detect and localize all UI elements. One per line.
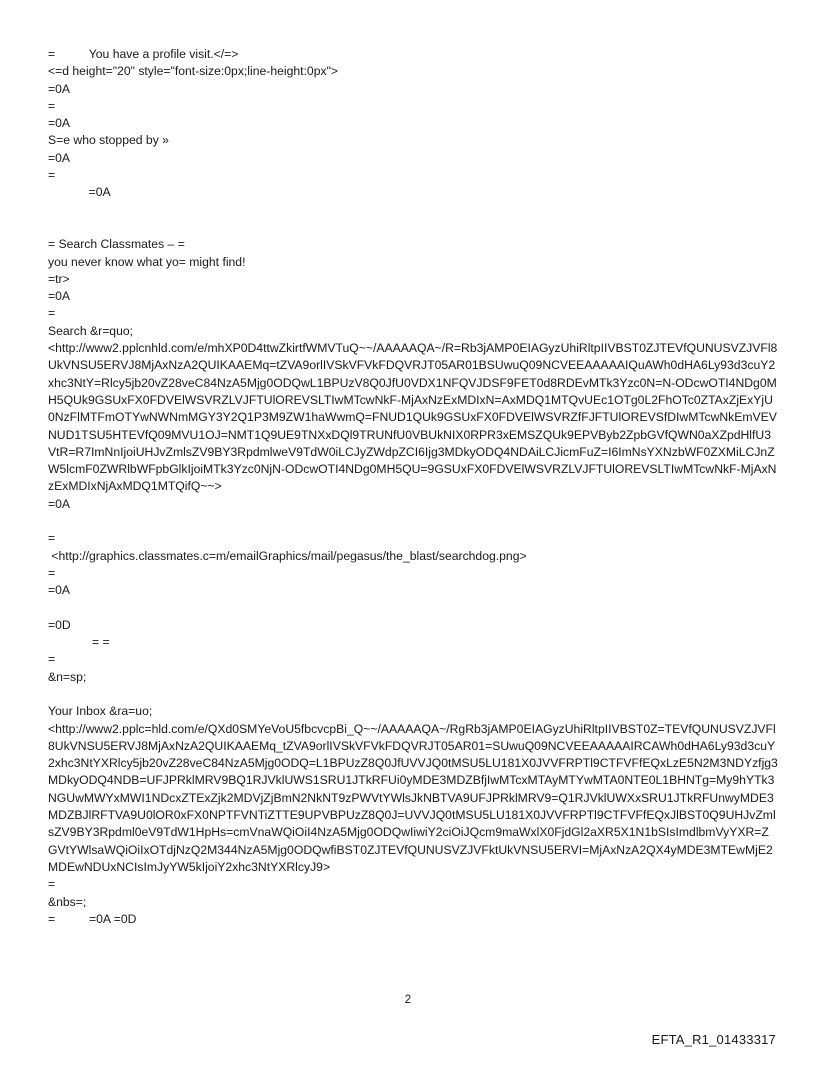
text-line: &nbs=; bbox=[48, 894, 87, 909]
text-line: = bbox=[48, 98, 56, 113]
text-line: <http://www2.pplcnhld.com/e/mhXP0D4ttwZkirtfWMVTuQ~~/AAAAAQA~/R=Rb3jAMP0EIAGyzUhiRltpIIVBST0ZJTEVfQUNUSVZJVFl8UkVNSU5ERVJ8MjAxNzA2QUIKAAEMq=tZVA9orlIVSkVFVkFDQVRJT05AR01BSUwuQ09NCVEEAAAAAIQuAWh0dHA6Ly93d3cuY2xhc3NtY=Rlcy5jb20vZ28veC84NzA5Mjg0ODQwL1BPUzV8Q0JfU0VDX1NFQVJDSF9FET0d8RDEvMTk3Yzc0N=N-ODcwOTI4NDg0MH5QUk9GSUxFX0FDVElWSVRZLVJFTUlOREVSLTIwMTcwNkF-MjAxNzExMDIxN=AxMDQ1MTQvUEc1OTg0L2FhOTc0ZTAxZjExYjU0NzFlMTFmOTYwNWNmMGY3Y2Q1P3M9ZW1haWwmQ=FNUD1QUk9GSUxFX0FDVElWSVRZfFJFTUlOREVSfDIwMTcwNkEmVEVNUD1TSU5HTEVfQ09MVU1OJ=NMT1Q9UE9TNXxDQl9TRUNfU0VBUkNIX0RPR3xEMSZQUk9EPVByb2ZpbGVfQWN0aXZpdHlfU3VtR=R7ImNnIjoiUHJvZmlsZV9BY3RpdmlweV9TdW0iLCJyZWdpZCI6Ijg3MDkyODQ4NDAiLCJicmFuZ=I6ImNsYXNzbWF0ZXMiLCJnZW5lcmF0ZWRlbWFpbGlkIjoiMTk3Yzc0NjN-ODcwOTI4NDg0MH5QU=9GSUxFX0FDVElWSVRZLVJFTUlOREVSLTIwMTcwNkF-MjAxNzExMDIxNjAxMDQ1MTQifQ~~> bbox=[48, 341, 778, 494]
text-line: =0D bbox=[48, 617, 71, 632]
email-source-text bbox=[48, 46, 778, 928]
bates-number: EFTA_R1_01433317 bbox=[651, 1032, 776, 1047]
text-line: = You have a profile visit.</=> bbox=[48, 47, 239, 61]
text-line: =tr> bbox=[48, 271, 70, 286]
blank-line bbox=[48, 600, 778, 617]
text-line: you never know what yo= might find! bbox=[48, 254, 246, 269]
blank-line bbox=[48, 219, 778, 236]
text-line: <=d height="20" style="font-size:0px;line-height:0px"> bbox=[48, 64, 339, 79]
text-line: = bbox=[48, 168, 56, 183]
text-line: = bbox=[48, 565, 56, 580]
blank-line bbox=[48, 686, 778, 703]
text-line: =0A bbox=[48, 496, 71, 511]
text-line: =0A bbox=[48, 116, 71, 131]
text-line: &n=sp; bbox=[48, 669, 87, 684]
text-line: <http://graphics.classmates.c=m/emailGraphics/mail/pegasus/the_blast/searchdog.png> bbox=[48, 548, 527, 563]
text-line: = bbox=[48, 531, 56, 546]
text-line: = bbox=[48, 877, 56, 892]
text-line: =0A bbox=[48, 150, 71, 165]
text-line: = = bbox=[48, 635, 110, 650]
text-line: =0A bbox=[48, 185, 111, 200]
page-number: 2 bbox=[404, 994, 412, 1006]
text-line: Search &r=quo; bbox=[48, 323, 134, 338]
blank-line bbox=[48, 202, 778, 219]
text-line: = bbox=[48, 306, 56, 321]
text-line: = Search Classmates – = bbox=[48, 237, 185, 252]
text-line: = bbox=[48, 652, 56, 667]
text-line: = =0A =0D bbox=[48, 911, 137, 926]
text-line: S=e who stopped by » bbox=[48, 133, 169, 148]
text-line: Your Inbox &ra=uo; bbox=[48, 704, 153, 719]
blank-line bbox=[48, 513, 778, 530]
text-line: =0A bbox=[48, 583, 71, 598]
text-line: =0A bbox=[48, 289, 71, 304]
text-line: =0A bbox=[48, 81, 71, 96]
text-line: <http://www2.pplc=hld.com/e/QXd0SMYeVoU5fbcvcpBi_Q~~/AAAAAQA~/RgRb3jAMP0EIAGyzUhiRltpIIVBST0Z=TEVfQUNUSVZJVFl8UkVNSU5ERVJ8MjAxNzA2QUIKAAEMq_tZVA9orlIVSkVFVkFDQVRJT05AR01=SUwuQ09NCVEEAAAAAIRCAWh0dHA6Ly93d3cuY2xhc3NtYXRlcy5jb20vZ28veC84NzA5Mjg0ODQ=L1BPUzZ8Q0JfUVVJQ0tMSU5LU181X0JVVFRPTl9CTFVFfEQxLzE5N2M3NDYzfjg3MDkyODQ4NDB=UFJPRklMRV9BQ1RJVklUWS1SRU1JTkRFUi0yMDE3MDZBfjIwMTcxMTAyMTYwMTA0NTE0L1BHNTg=My9hYTk3NGUwMWYxMWI1NDcxZTExZjk2MDVjZjBmN2NkNT9zPWVtYWlsJkNBTVA9UFJPRklMRV9=Q1RJVklUWXxSRU1JTkRFUnwyMDE3MDZBJlRFTVA9U0lOR0xFX0NPTFVNTiZTTE9UPVBPUzZ8Q0J=UVVJQ0tMSU5LU181X0JVVFRPTl9CTFVFfEQxJlBST0Q9UHJvZmlsZV9BY3Rpdml0eV9TdW1HpHs=cmVnaWQiOiI4NzA5Mjg0ODQwIiwiY2ciOiJQcm9maWxlX0FjdGl2aXR5X1N1bSIsImdlbmVyYXR=ZGVtYWlsaWQiOiIxOTdjNzQ2M344NzA5Mjg0ODQwfiBST0ZJTEVfQUNUSVZJVFktUkVNSU5ERVI=MjAxNzA2QX4yMDE3MTEwMjE2MDEwNDUxNCIsImJyYW5kIjoiY2xhc3NtYXRlcyJ9> bbox=[48, 721, 778, 874]
